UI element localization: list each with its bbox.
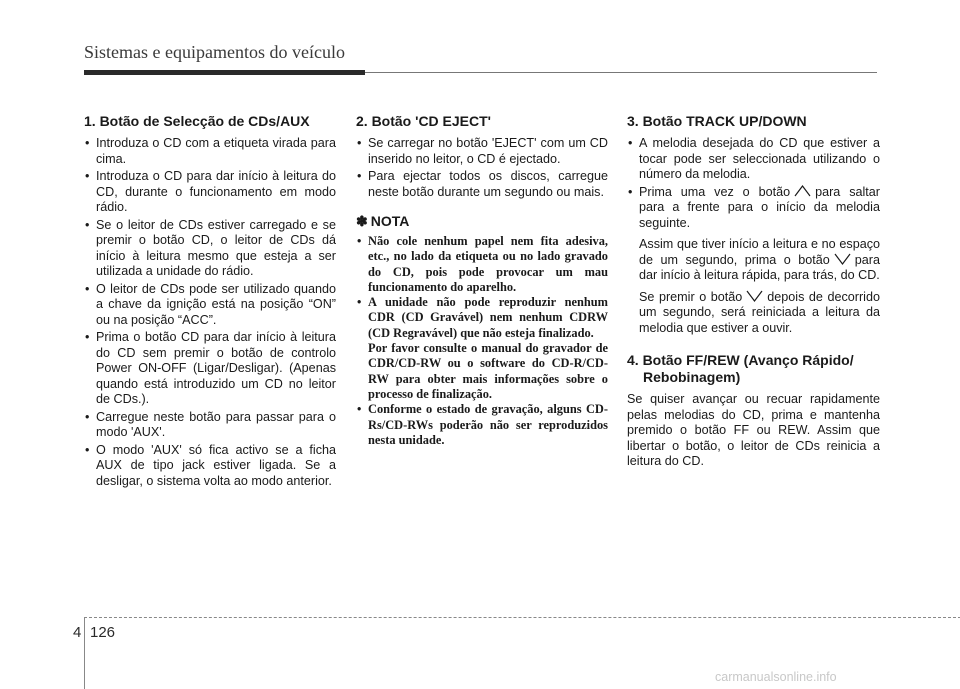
- watermark: carmanualsonline.info: [715, 670, 837, 684]
- list-item: • Se o leitor de CDs estiver carregado e se premir o botão CD, o leitor de CDs dá início à leitura mesmo que esteja a ser utilizada a unidade do rádio.: [84, 218, 336, 280]
- note-star-icon: ✽: [356, 213, 368, 229]
- note-list: [356, 234, 608, 448]
- note-item: • Não cole nenhum papel nem fita adesiva, etc., no lado da etiqueta ou no lado gravado do CD, pois pode provocar um mau funcionamento do aparelho.: [356, 234, 608, 295]
- cd-eject-list: [356, 136, 608, 200]
- list-item-continued: Assim que tiver início a leitura e no espaço de um segundo, prima o botão para dar início à leitura rápida, para trás, do CD.: [639, 237, 880, 282]
- footer-rule: [84, 617, 960, 618]
- note-item: [356, 295, 608, 402]
- footer-divider: [84, 617, 85, 689]
- list-item: • A melodia desejada do CD que estiver a tocar pode ser seleccionada utilizando o número da melodia.: [627, 136, 880, 183]
- note-item-extra: Por favor consulte o manual do gravador de CDR/CD-RW ou o software do CD-R/CD-RW para obter mais informações sobre o processo de finalização.: [368, 341, 608, 401]
- page-header-title: Sistemas e equipamentos do veículo: [84, 42, 345, 62]
- list-item: • Prima uma vez o botão para saltar para a frente para o início da melodia seguinte.: [627, 185, 880, 232]
- cd-aux-list: [84, 136, 336, 489]
- list-item-continued: Se premir o botão depois de decorrido um segundo, será reiniciada a leitura da melodia que estiver a ouvir.: [639, 289, 880, 335]
- column-track: [627, 113, 880, 470]
- note-item-text: A unidade não pode reproduzir nenhum CDR (CD Gravável) nem nenhum CDRW (CD Regravável) que não esteja finalizado.: [368, 295, 608, 340]
- list-item: • O modo 'AUX' só fica activo se a ficha AUX de tipo jack estiver ligada. Se a desligar, o sistema volta ao modo anterior.: [84, 443, 336, 490]
- list-item: • Para ejectar todos os discos, carregue neste botão durante um segundo ou mais.: [356, 169, 608, 200]
- track-up-icon: [794, 185, 811, 197]
- section-heading-cd-eject: 2. Botão 'CD EJECT': [356, 113, 492, 129]
- column-cd-eject: [356, 113, 608, 448]
- section-heading-ff-rew: 4. Botão FF/REW (Avanço Rápido/ Rebobinagem): [627, 352, 854, 385]
- list-item: • O leitor de CDs pode ser utilizado quando a chave da ignição está na posição “ON” ou na posição “ACC”.: [84, 282, 336, 329]
- header-rule-thick: [84, 70, 365, 75]
- list-item: • Se carregar no botão 'EJECT' com um CD inserido no leitor, o CD é ejectado.: [356, 136, 608, 167]
- track-down-icon: [746, 290, 763, 302]
- list-item: • Introduza o CD com a etiqueta virada para cima.: [84, 136, 336, 167]
- note-item: • Conforme o estado de gravação, alguns CD-Rs/CD-RWs poderão não ser reproduzidos nesta unidade.: [356, 402, 608, 448]
- track-list: [627, 136, 880, 336]
- section-heading-cd-aux: 1. Botão de Selecção de CDs/AUX: [84, 113, 310, 129]
- column-cd-aux: [84, 113, 336, 491]
- note-heading: [356, 212, 608, 230]
- ff-rew-paragraph: Se quiser avançar ou recuar rapidamente pelas melodias do CD, prima e mantenha premido o botão FF ou REW. Assim que libertar o botão, o leitor de CDs reinicia a leitura do CD.: [627, 392, 880, 468]
- section-heading-track: 3. Botão TRACK UP/DOWN: [627, 113, 807, 129]
- section-number: 4: [73, 624, 82, 641]
- list-item: • Introduza o CD para dar início à leitura do CD, durante o funcionamento em modo rádio.: [84, 169, 336, 216]
- page-number: 126: [90, 624, 116, 641]
- list-item: • Prima o botão CD para dar início à leitura do CD sem premir o botão de controlo Power ON-OFF (Ligar/Desligar). (Apenas quando está introduzido um CD no leitor de CDs.).: [84, 330, 336, 408]
- list-item: • Carregue neste botão para passar para o modo 'AUX'.: [84, 410, 336, 441]
- header-rule-thin: [365, 72, 877, 73]
- note-title: NOTA: [370, 213, 410, 229]
- track-down-icon: [834, 253, 851, 265]
